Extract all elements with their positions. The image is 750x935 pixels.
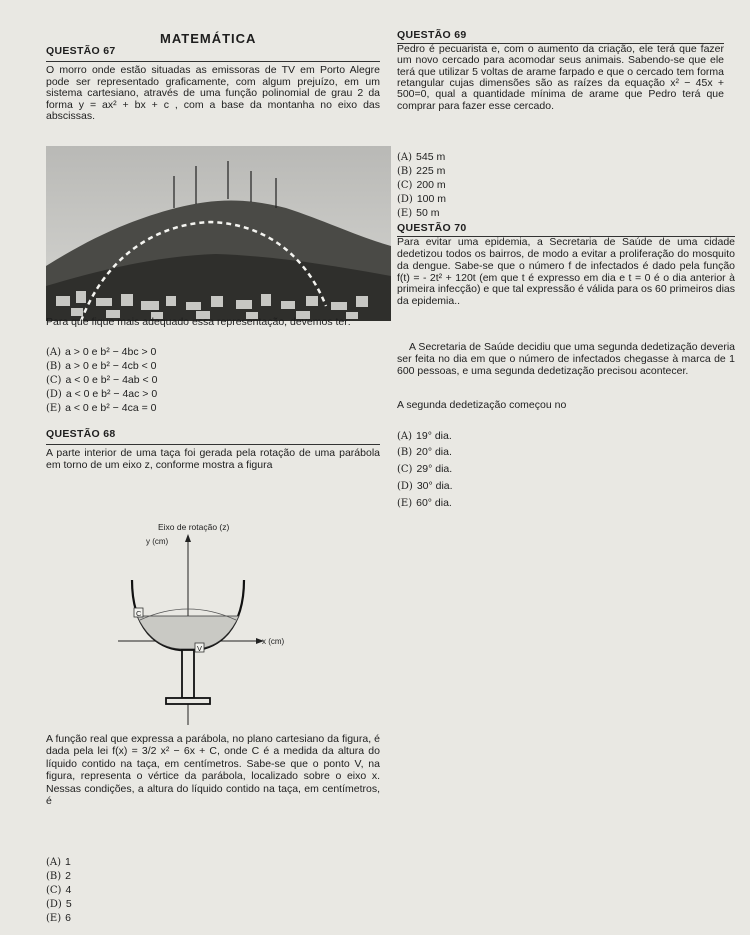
liquid [137,616,239,649]
divider [46,61,380,62]
cup-stem [182,650,194,698]
mountain-photo [46,146,391,321]
option-text: a > 0 e b² − 4bc > 0 [65,346,157,358]
option-a[interactable] [46,346,156,360]
option-text: a < 0 e b² − 4ca = 0 [65,402,157,414]
option-key: (C) [397,464,413,475]
option-text: 6 [65,912,71,924]
option-key: (E) [46,913,62,924]
option-b[interactable] [397,446,452,460]
option-c[interactable] [46,884,71,898]
option-key: (C) [46,375,62,386]
option-d[interactable] [397,193,446,207]
mountain-photo-image [46,146,391,321]
option-text: 225 m [416,165,446,177]
option-key: (A) [46,857,62,868]
option-text: 4 [65,884,72,896]
option-key: (B) [46,871,62,882]
point-c-label: C [136,609,142,618]
option-key: (E) [397,498,413,509]
question-70-text-2: A Secretaria de Saúde decidiu que uma segunda dedetização deveria ser feita no dia em que o número de infectados chegasse à marca de 1 600 pessoas, e uma segunda dedetização precisou acontecer. [397,341,735,377]
question-70-text: Para evitar uma epidemia, a Secretaria de Saúde de uma cidade dedetizou todos os bairros, de modo a evitar a proliferação do mosquito da dengue. Sabe-se que o número f de infectados é dado pela função f(t) = - 2t² + 120t (em que t é expresso em dia e t = 0 é o dia anterior à primeira infecção) e que tal expressão é válida para os 60 primeiros dias da epidemia.. [397,236,735,308]
option-a[interactable] [397,151,445,165]
option-d[interactable] [397,480,453,494]
option-text: 19° dia. [416,430,452,442]
option-key: (E) [46,403,62,414]
point-v-label: V [197,644,203,653]
option-c[interactable] [397,179,446,193]
option-key: (E) [397,208,413,219]
option-b[interactable] [46,360,157,374]
option-key: (D) [397,194,413,205]
option-key: (D) [46,389,62,400]
option-text: 200 m [416,179,446,191]
option-text: a < 0 e b² − 4ac > 0 [65,388,158,400]
option-text: a > 0 e b² − 4cb < 0 [65,360,157,372]
option-key: (D) [46,899,62,910]
option-d[interactable] [46,388,157,402]
option-text: 2 [65,870,71,882]
question-69-label: QUESTÃO 69 [397,29,467,41]
option-text: 5 [65,898,72,910]
option-a[interactable] [397,430,452,444]
option-e[interactable] [397,497,452,511]
option-text: 100 m [416,193,447,205]
option-text: a < 0 e b² − 4ab < 0 [65,374,158,386]
axis-title: Eixo de rotação (z) [158,522,230,532]
option-text: 30° dia. [416,480,453,492]
question-69-text: Pedro é pecuarista e, com o aumento da criação, ele terá que fazer um novo cercado para acomodar seus animais. Sabendo-se que ele terá que utilizar 5 voltas de arame farpado e que o cercado tem forma retangular cujas dimensões são as raízes da equação x² − 45x + 500=0, qual a quantidade mínima de arame que Pedro terá que comprar para fazer esse cercado. [397,43,724,112]
option-text: 545 m [416,151,446,163]
option-b[interactable] [46,870,71,884]
question-68-text: A parte interior de uma taça foi gerada pela rotação de uma parábola em torno de um eixo z, conforme mostra a figura [46,447,380,471]
option-text: 60° dia. [416,497,452,509]
option-e[interactable] [46,912,71,926]
goblet-diagram [118,520,328,725]
option-text: 20° dia. [416,446,452,458]
option-key: (A) [397,152,413,163]
x-axis-label: x (cm) [262,637,285,646]
option-key: (D) [397,481,413,492]
option-c[interactable] [46,374,157,388]
option-key: (B) [397,166,413,177]
cup-base [166,698,210,704]
y-axis-label: y (cm) [146,537,169,546]
goblet-figure [118,520,328,725]
option-key: (C) [46,885,62,896]
question-67-continuation: Para que fique mais adequado essa representação, devemos ter: [46,316,351,328]
option-key: (B) [397,447,413,458]
question-70-text-3: A segunda dedetização começou no [397,399,567,411]
option-text: 1 [65,856,71,868]
question-68-label: QUESTÃO 68 [46,428,116,440]
page-title: MATEMÁTICA [160,31,257,46]
question-67-text: O morro onde estão situadas as emissoras de TV em Porto Alegre pode ser representado graficamente, com algum prejuízo, em um sistema cartesiano, através de uma função polinomial de grau 2 da forma y = ax² + bx + c , com a base da montanha no eixo das abscissas. [46,64,380,123]
question-70-label: QUESTÃO 70 [397,222,467,234]
option-b[interactable] [397,165,445,179]
option-key: (C) [397,180,413,191]
option-key: (B) [46,361,62,372]
option-c[interactable] [397,463,452,477]
option-key: (A) [46,347,62,358]
option-e[interactable] [46,402,156,416]
option-e[interactable] [397,207,439,221]
divider [46,444,380,445]
z-axis-arrow [185,534,191,542]
option-key: (A) [397,431,413,442]
option-a[interactable] [46,856,71,870]
option-d[interactable] [46,898,72,912]
question-68-text-2: A função real que expressa a parábola, no plano cartesiano da figura, é dada pela lei f(x) = 3/2 x² − 6x + C, onde C é a medida da altura do líquido contido na taça, em centímetros. Sabe-se que o ponto V, na figura, representa o vértice da parábola, localizado sobre o eixo x. Nessas condições, a altura do líquido contido na taça, em centímetros, é [46,733,380,807]
option-text: 29° dia. [416,463,453,475]
option-text: 50 m [416,207,440,219]
question-67-label: QUESTÃO 67 [46,45,116,57]
